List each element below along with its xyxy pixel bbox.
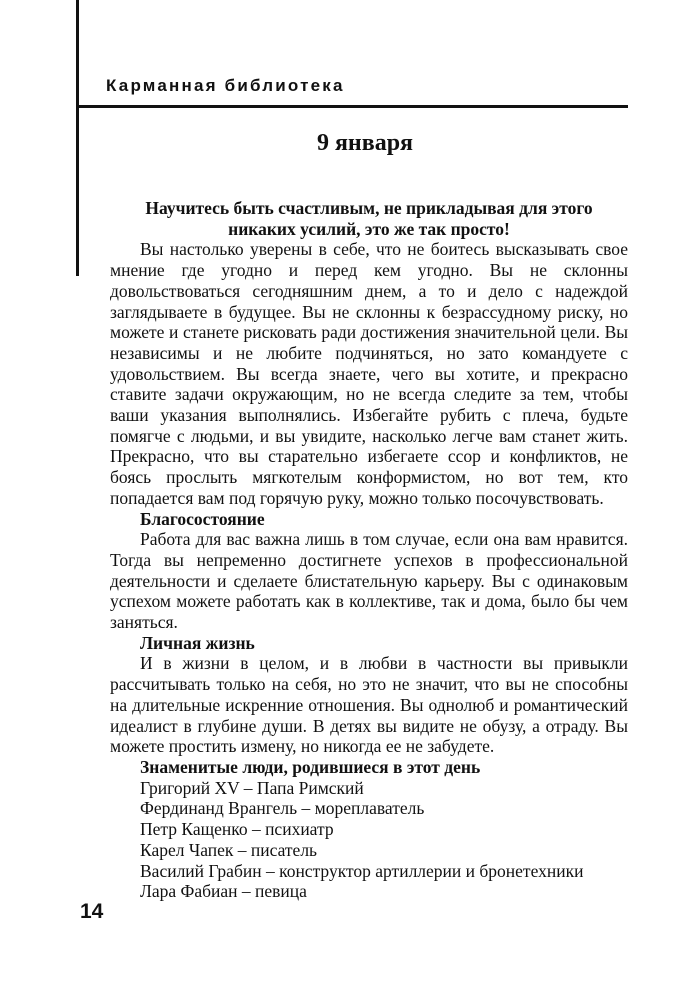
- famous-person-item: Фердинанд Врангель – мореплаватель: [140, 798, 425, 819]
- page-title-date: 9 января: [316, 130, 414, 156]
- famous-people-heading: Знаменитые люди, родившиеся в этот день: [140, 756, 481, 777]
- famous-person-item: Карел Чапек – писатель: [140, 839, 318, 860]
- famous-person-item: Василий Грабин – конструктор артиллерии и бронетехники: [140, 860, 584, 881]
- article-body: [110, 198, 628, 902]
- famous-person-item: Григорий XV – Папа Римский: [140, 777, 364, 798]
- personal-life-paragraph: И в жизни в целом, и в любви в частности вы привыкли рассчитывать только на себя, но это не значит, что вы не способны на длительные искренние отношения. Вы однолюб и романтический идеалист в глубине души. В детях вы видите не обузу, а отраду. Вы можете простить измену, но никогда ее не забудете.: [110, 653, 628, 757]
- wealth-heading: Благосостояние: [140, 508, 265, 529]
- lead-heading: Научитесь быть счастливым, не прикладывая для этого никаких усилий, это же так просто!: [145, 198, 593, 239]
- famous-person-item: Петр Кащенко – психиатр: [140, 819, 334, 840]
- intro-paragraph: Вы настолько уверены в себе, что не боитесь высказывать свое мнение где угодно и перед кем угодно. Вы не склонны довольствоваться сегодняшним днем, а то и дело с надеждой заглядываете в будущее. Вы не склонны к безрассудному риску, но можете и станете рисковать ради достижения значительной цели. Вы независимы и не любите подчиняться, но зато командуете с удовольствием. Вы всегда знаете, чего вы хотите, и прекрасно ставите задачи окружающим, но не всегда следите за тем, чтобы ваши указания выполнялись. Избегайте рубить с плеча, будьте помягче с людьми, и вы увидите, насколько легче вам станет жить. Прекрасно, что вы старательно избегаете ссор и конфликтов, не боясь прослыть мягкотелым конформистом, но вот тем, кто попадается вам под горячую руку, можно только посочувствовать.: [110, 239, 628, 508]
- personal-life-heading: Личная жизнь: [140, 632, 255, 653]
- famous-person-item: Лара Фабиан – певица: [140, 881, 307, 902]
- page-number: 14: [80, 900, 104, 923]
- wealth-paragraph: Работа для вас важна лишь в том случае, если она вам нравится. Тогда вы непременно достигнете успехов в профессиональной деятельности и сделаете блистательную карьеру. Вы с одинаковым успехом можете работать как в коллективе, так и дома, было бы чем заняться.: [110, 529, 628, 633]
- header-horizontal-rule: [76, 105, 628, 108]
- running-header: Карманная библиотека: [106, 76, 345, 95]
